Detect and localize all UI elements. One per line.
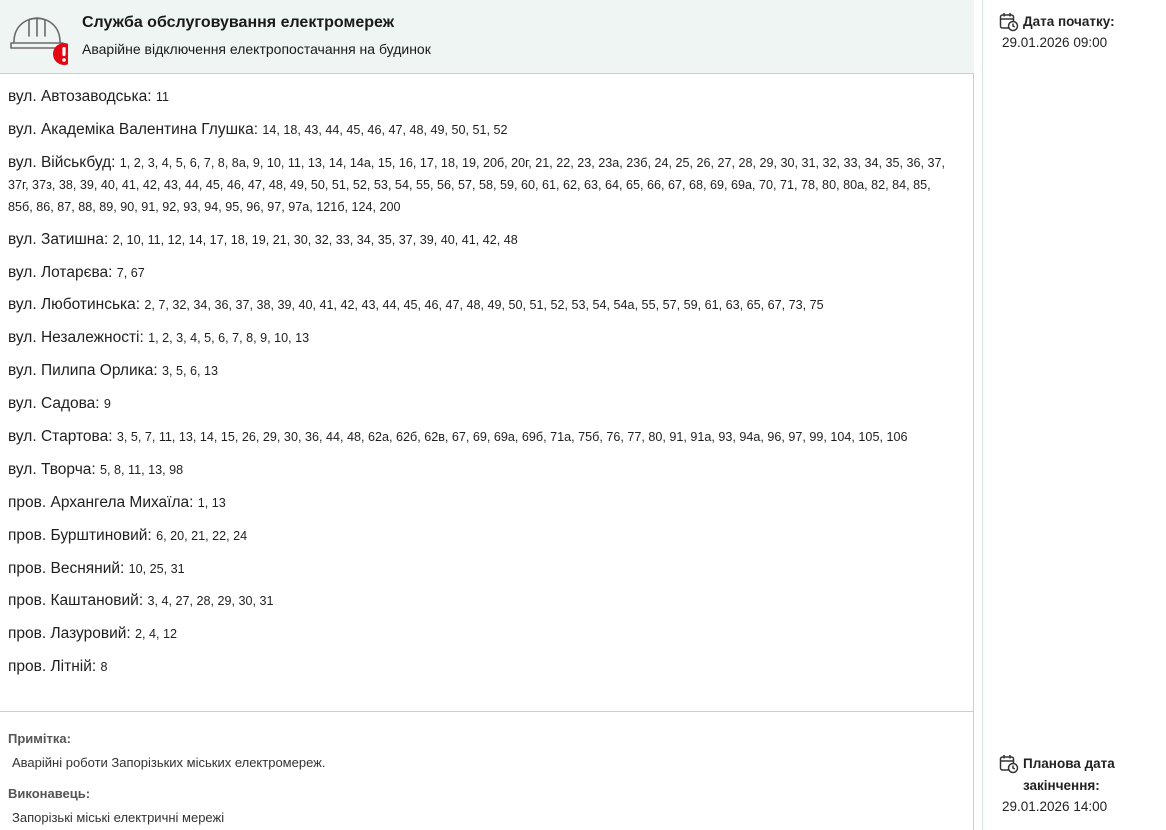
address-row [8,152,958,218]
address-row [8,426,958,448]
address-row [8,86,958,108]
start-date-label: Дата початку: [1023,14,1115,29]
service-title: Служба обслуговування електромереж [82,14,395,31]
start-date-value: 29.01.2026 09:00 [1002,35,1108,50]
notes-section [0,711,974,830]
address-row [8,327,958,349]
house-numbers: 8 [100,660,108,675]
house-numbers: 10, 25, 31 [128,561,185,576]
address-row [8,262,958,284]
address-row [8,229,958,251]
calendar-clock-icon [999,12,1019,32]
house-numbers: 3, 4, 27, 28, 29, 30, 31 [147,594,274,609]
helmet-alert-icon [10,12,68,66]
note-label: Примітка: [8,731,71,746]
street-name: пров. Архангела Михаїла: [8,493,194,511]
house-numbers: 9 [103,397,111,412]
street-name: пров. Каштановий: [8,592,144,610]
note-value: Аварійні роботи Запорізьких міських електромереж. [12,755,326,770]
house-numbers: 6, 20, 21, 22, 24 [156,528,248,543]
house-numbers: 2, 7, 32, 34, 36, 37, 38, 39, 40, 41, 42, 43, 44, 45, 46, 47, 48, 49, 50, 51, 52, 53, 54, 54а, 55, 57, 59, 61, 63, 65, 67, 73, 75 [144,298,824,313]
calendar-clock-icon [999,754,1019,774]
street-name: вул. Творча: [8,460,96,478]
street-name: вул. Лотарєва: [8,263,113,281]
address-row [8,656,958,678]
house-numbers: 1, 2, 3, 4, 5, 6, 7, 8, 9, 10, 13 [148,331,310,346]
card-header [0,0,974,74]
house-numbers: 11 [155,90,169,104]
street-name: пров. Лазуровий: [8,625,131,643]
street-name: пров. Літній: [8,658,97,676]
street-name: вул. Військбуд: [8,153,116,171]
address-row [8,393,958,415]
address-row [8,492,958,514]
house-numbers: 3, 5, 7, 11, 13, 14, 15, 26, 29, 30, 36, 44, 48, 62а, 62б, 62в, 67, 69, 69а, 69б, 71а, 75б, 76, 77, 80, 91, 91а, 93, 94а, 96, 97, 99, 104, 105, 106 [116,430,908,445]
address-row [8,360,958,382]
street-name: пров. Бурштиновий: [8,526,152,544]
street-name: вул. Люботинська: [8,296,141,314]
street-name: вул. Садова: [8,395,100,413]
street-name: вул. Академіка Валентина Глушка: [8,120,259,138]
street-name: вул. Стартова: [8,428,113,446]
dates-panel [982,0,1166,830]
outage-type: Аварійне відключення електропостачання на будинок [82,41,431,57]
house-numbers: 7, 67 [116,265,145,280]
street-name: вул. Незалежності: [8,329,144,347]
street-name: вул. Затишна: [8,230,109,248]
executor-label: Виконавець: [8,786,91,801]
street-name: вул. Автозаводська: [8,88,152,105]
house-numbers: 1, 13 [197,495,226,510]
address-row [8,525,958,547]
house-numbers: 14, 18, 43, 44, 45, 46, 47, 48, 49, 50, 51, 52 [262,122,508,137]
house-numbers: 2, 10, 11, 12, 14, 17, 18, 19, 21, 30, 32, 33, 34, 35, 37, 39, 40, 41, 42, 48 [112,232,518,247]
house-numbers: 5, 8, 11, 13, 98 [100,462,184,477]
executor-value: Запорізькі міські електричні мережі [12,810,225,825]
address-list [8,86,958,689]
end-date-value: 29.01.2026 14:00 [1002,799,1108,814]
address-row [8,119,958,141]
house-numbers: 2, 4, 12 [135,627,178,642]
address-row [8,558,958,580]
street-name: вул. Пилипа Орлика: [8,362,158,380]
street-name: пров. Весняний: [8,559,125,577]
address-row [8,590,958,612]
start-date-block [999,11,1139,50]
end-date-block [999,753,1139,814]
house-numbers: 1, 2, 3, 4, 5, 6, 7, 8, 8а, 9, 10, 11, 13, 14, 14а, 15, 16, 17, 18, 19, 20б, 20г, 21, 22, 23, 23а, 23б, 24, 25, 26, 27, 28, 29, 30, 31, 32, 33, 34, 35, 36, 37, 37г, 37з, 38, 39, 40, 41, 42, 43, 44, 45, 46, 47, 48, 49, 50, 51, 52, 53, 54, 55, 56, 57, 58, 59, 60, 61, 62, 63, 64, 65, 66, 67, 68, 69, 69а, 70, 71, 78, 80, 80а, 82, 84, 85, 85б, 86, 87, 88, 89, 90, 91, 92, 93, 94, 95, 96, 97, 97а, 121б, 124, 200 [8,155,946,214]
address-row [8,623,958,645]
address-row [8,294,958,316]
address-row [8,459,958,481]
house-numbers: 3, 5, 6, 13 [162,364,219,379]
end-date-label: Планова дата закінчення: [1023,756,1115,793]
